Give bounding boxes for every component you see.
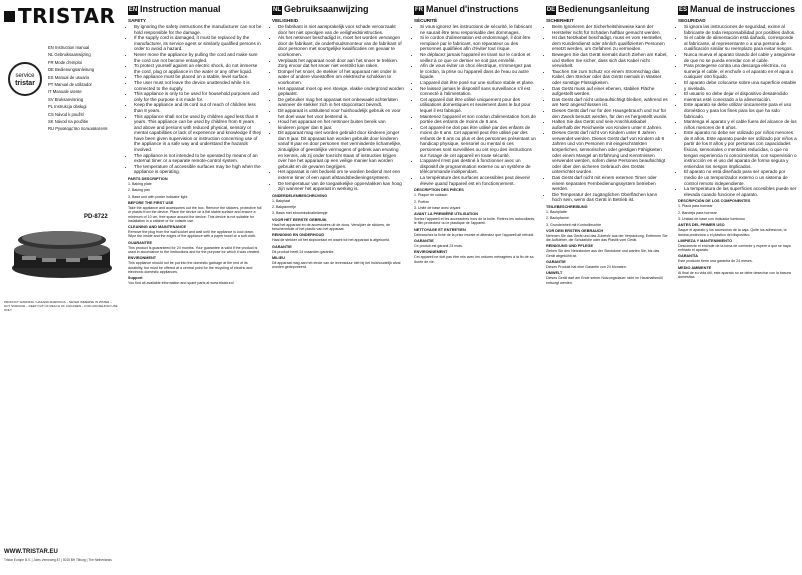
safety-item: • De temperatuur van de toegankelijke oppervlakken kan hoog zijn wanneer het apparaat in werking is. [278, 181, 404, 192]
safety-item: • Das Gerät darf nicht mit einem externen Timer oder einem separaten Fernbedienungssystem betrieben werden. [552, 175, 668, 192]
safety-item: • Cet appareil ne doit pas être utilisé par des enfants de moins de 8 ans. Cet appareil peut être utilisé par des enfants de 8 ans ou plus et des personnes présentant un handicap physique, sensoriel ou mental si ces personnes sont surveillées ou ont reçu des instructions sur l'usage de cet appareil en toute sécurité. [420, 125, 536, 159]
guarantee-text: Dieses Produkt hat eine Garantie von 24 Monaten. [546, 265, 627, 270]
guarantee-text: Ce produit est garanti 24 mois. [414, 244, 463, 248]
lang-code-es: ES [678, 7, 687, 13]
lang-code-en: EN [128, 7, 138, 13]
environment-text: This appliance should not be put into the domestic garbage at the end of its durability, but must be offered at a central point for the recycling of electric and electronic domestic appliances. [128, 261, 253, 274]
safety-item: • La température des surfaces accessibles peut devenir élevée quand l'appareil est en fonctionnement. [420, 175, 536, 186]
safety-item: • Si ignora las instrucciones de seguridad, exime al fabricante de toda responsabilidad por posibles daños. [684, 24, 798, 35]
language-list [48, 44, 107, 133]
safety-item: • Maintenez l'appareil et son cordon d'alimentation hors de portée des enfants de moins de 8 ans. [420, 114, 536, 125]
hazard-notice: PRODUCT WARNING / HAZARD MARKINGS – NEVER IMMERSE IN WATER – HOT SURFACE – KEEP OUT OF REACH OF CHILDREN – FOR HOUSEHOLD USE ONLY [4, 300, 118, 312]
safety-item: • Ist das Netzkabel beschädigt, muss es vom Hersteller, dem Kundendienst oder ähnlich qualifizierten Personen ersetzt werden, um Gefahren zu vermeiden. [552, 35, 668, 52]
english-parts [128, 182, 262, 199]
environment-heading: MILIEU [272, 255, 285, 260]
parts-heading: PARTS DESCRIPTION [128, 177, 168, 182]
guarantee-text: This product is guaranteed for 24 months. Your guarantee is valid if the product is used in accordance to the instructions and for the purpose for which it was created. [128, 245, 261, 254]
use-heading: ANTES DEL PRIMER USO [678, 223, 725, 228]
safety-item: • Dieses Gerät darf nur für den Hausgebrauch und nur für den Zweck benutzt werden, für den es hergestellt wurde. [552, 108, 668, 119]
dutch-heading [272, 4, 404, 15]
safety-item: • El usuario no debe dejar el dispositivo desatendido mientras esté conectado a la alimentación. [684, 91, 798, 102]
german-title: Bedienungsanleitung [558, 4, 650, 14]
safety-item: • Nunca mueva el aparato tirando del cable y asegúrese de que no se pueda enredar con el cable. [684, 52, 798, 63]
language-item: ES Manual de usuario [48, 74, 90, 80]
safety-item: • Das Gerät darf nicht unbeaufsichtigt bleiben, während es am Netz angeschlossen ist. [552, 97, 668, 108]
cleaning-heading: NETTOYAGE ET ENTRETIEN [414, 227, 466, 232]
environment-heading: MEDIO AMBIENTE [678, 265, 712, 270]
environment-text: Cet appareil ne doit pas être mis avec les ordures ménagères à la fin de sa durée de vie. [414, 255, 534, 264]
language-item: PT Manual de utilizador [48, 82, 92, 88]
safety-item: • Ne déplacez jamais l'appareil en tirant sur le cordon et veillez à ce que ce dernier ne soit pas emmêlé. [420, 52, 536, 63]
part-item: 1. Bakplaat [272, 198, 290, 203]
safety-item: • Die Temperatur der zugänglichen Oberflächen kann hoch sein, wenn das Gerät in Betrieb ist. [552, 192, 668, 203]
safety-item: • Si el cable de alimentación está dañado, corresponde al fabricante, al representante o a una persona de cualificación similar su reemplazo para evitar riesgos. [684, 35, 798, 52]
part-item: 2. Poêlon [414, 199, 430, 204]
safety-item: • Halten Sie das Gerät und sein Anschlusskabel außerhalb der Reichweite von Kindern unter 8 Jahren. [552, 119, 668, 130]
part-item: 2. Baking pan [128, 188, 150, 193]
parts-heading: DESCRIPCIÓN DE LOS COMPONENTES [678, 199, 751, 204]
safety-item: • Bewegen Sie das Gerät niemals durch Ziehen am Kabel, und stellen Sie sicher, dass sich das Kabel nicht verwickelt. [552, 52, 668, 69]
french-heading [414, 4, 536, 15]
safety-item: • Verplaats het apparaat nooit door aan het snoer te trekken. Zorg ervoor dat het snoer niet verstrikt kan raken. [278, 58, 404, 69]
safety-item: • El aparato debe colocarse sobre una superficie estable y nivelada. [684, 80, 798, 91]
safety-item: • This appliance is only to be used for household purposes and only for the purpose it is made for. [134, 91, 262, 102]
lang-code-fr: FR [415, 7, 423, 13]
spanish-section [674, 0, 802, 575]
use-text: Sortez l'appareil et les accessoires hors de la boîte. Retirez les autocollants, le film protecteur ou le plastique de l'appareil. [414, 217, 536, 226]
safety-item: • Mantenga el aparato y el cable fuera del alcance de los niños menores de 8 años. [684, 119, 798, 130]
safety-item: • De gebruiker mag het apparaat niet onbewaakt achterlaten wanneer de stekker zich in het stopcontact bevindt. [278, 97, 404, 108]
safety-item: • La temperatura de las superficies accesibles puede ser elevada cuando funcione el aparato. [684, 186, 798, 197]
safety-item: • Si le cordon d'alimentation est endommagé, il doit être remplacé par le fabricant, son réparateur ou des personnes qualifiées afin d'éviter tout risque. [420, 35, 536, 52]
part-item: 1. Backplatte [546, 210, 567, 214]
environment-text: Al final de su vida útil, este aparato no se debe desechar con la basura doméstica. [678, 270, 791, 280]
use-heading: VOR DEM ERSTEN GEBRAUCH [546, 228, 604, 233]
safety-item: • This appliance shall not be used by children aged less than 8 years. This appliance can be used by children from 8 years and above and persons with reduced physical, sensory or mental capabilities or lack of experience and knowledge if they have been given supervision or instruction concerning use of the appliance in a safe way and understand the hazards involved. [134, 114, 262, 153]
parts-heading: TEILEBESCHREIBUNG [546, 205, 588, 209]
safety-item: • Tauchen Sie zum Schutz vor einem Stromschlag das Kabel, den Stecker oder das Gerät niemals in Wasser oder sonstige Flüssigkeiten. [552, 69, 668, 86]
service-badge [8, 62, 42, 96]
part-item: 2. Bakpannetje [272, 205, 296, 210]
german-heading [546, 4, 668, 15]
part-item: 2. Bandeja para hornear [678, 210, 717, 215]
language-item: CS Návod k použití [48, 111, 84, 117]
guarantee-heading: GARANTIE [272, 244, 292, 249]
english-heading [128, 4, 262, 15]
language-item: SV Bruksanvisning [48, 96, 84, 102]
language-item: EN Instruction manual [48, 45, 90, 50]
raclette-grill-image [8, 220, 116, 282]
part-item: 1. Baking plate [128, 182, 152, 187]
english-section [124, 0, 266, 575]
english-title: Instruction manual [140, 4, 221, 14]
safety-item: • Als het netsnoer beschadigd is, moet het worden vervangen door de fabrikant, de onderhoudsmonteur van de fabrikant of door personen met soortgelijke kwalificaties om gevaar te voorkomen. [278, 35, 404, 57]
spanish-parts [678, 204, 798, 221]
guarantee-text: Dit product heeft 24 maanden garantie. [272, 249, 335, 254]
safety-item: • De fabrikant is niet aansprakelijk voor schade veroorzaakt door het niet opvolgen van de veiligheidsinstructies. [278, 24, 404, 35]
safety-item: • To protect yourself against an electric shock, do not immerse the cord, plug or appliance in the water or any other liquid. [134, 63, 262, 74]
safety-heading: SAFETY [128, 18, 147, 23]
safety-heading: SÉCURITÉ [414, 18, 438, 23]
brand-name: TRISTAR [18, 4, 116, 28]
part-item: 1. Plaque de cuisson [414, 193, 448, 198]
english-details [128, 177, 262, 285]
safety-item: • Beim Ignorieren der Sicherheitshinweise kann der Hersteller nicht für Schäden haftbar gemacht werden. [552, 24, 668, 35]
cleaning-text: Desconecte el enchufe de la toma de corriente y espere a que se haya enfriado el aparato. [678, 243, 791, 253]
guarantee-heading: GUARANTEE [128, 240, 153, 245]
safety-item: • L'appareil doit être posé sur une surface stable et plane. [420, 80, 536, 86]
guarantee-text: Este producto tiene una garantía de 24 meses. [678, 259, 753, 264]
service-label: service [15, 73, 35, 79]
safety-item: • Este aparato se debe utilizar únicamente para el uso doméstico y para los fines para los que ha sido fabricado. [684, 102, 798, 119]
safety-heading: SICHERHEIT [546, 18, 574, 23]
part-item: 3. Grundeinheit mit Kontrollleuchte [546, 222, 602, 227]
cleaning-heading: LIMPIEZA Y MANTENIMIENTO [678, 238, 733, 243]
safety-item: • Para protegerse contra una descarga eléctrica, no sumerja el cable, el enchufe o el aparato en el agua o cualquier otro líquido. [684, 63, 798, 80]
safety-item: • Houd het apparaat en het netsnoer buiten bereik van kinderen jonger dan 8 jaar. [278, 119, 404, 130]
environment-heading: ENVIRONMENT [128, 256, 157, 261]
safety-item: • Das Gerät muss auf einer ebenen, stabilen Fläche aufgestellt werden. [552, 86, 668, 97]
guarantee-heading: GARANTÍA [678, 254, 699, 259]
cleaning-heading: REINIGUNG UND PFLEGE [546, 244, 594, 249]
french-safety-list [414, 24, 536, 186]
safety-item: • Si vous ignorez les instructions de sécurité, le fabricant ne saurait être tenu responsable des dommages. [420, 24, 536, 35]
use-heading: AVANT LA PREMIÈRE UTILISATION [414, 212, 478, 217]
website-text: WWW.TRISTAR.EU [4, 549, 58, 555]
use-heading: VOOR HET EERSTE GEBRUIK [272, 217, 327, 222]
part-item: 2. Backpfanne [546, 216, 569, 221]
cleaning-text: Ziehen Sie den Netzstecker aus der Steckdose und warten Sie, bis das Gerät abgekühlt ist. [546, 249, 660, 258]
brand-logo [4, 4, 118, 28]
safety-item: • The temperature of accessible surfaces may be high when the appliance is operating. [134, 164, 262, 175]
environment-heading: UMWELT [546, 271, 563, 276]
use-heading: BEFORE THE FIRST USE [128, 200, 174, 205]
cleaning-text: Débranchez la fiche de la prise murale et attendez que l'appareil ait refroidi. [414, 232, 535, 237]
use-text: Saque el aparato y los accesorios de la caja. Quite los adhesivos, la lámina protectora o el plástico del dispositivo. [678, 228, 787, 237]
use-text: Nehmen Sie das Gerät und das Zubehör aus der Verpackung. Entfernen Sie die Aufkleber, die Schutzfolie oder das Plastik vom Gerät. [546, 233, 668, 243]
support-heading: Support [128, 276, 143, 281]
safety-item: • Never move the appliance by pulling the cord and make sure the cord can not become entangled. [134, 52, 262, 63]
cleaning-heading: CLEANING AND MAINTENANCE [128, 225, 187, 230]
guarantee-heading: GARANTIE [414, 239, 434, 243]
safety-item: • Ne laissez jamais le dispositif sans surveillance s'il est connecté à l'alimentation. [420, 86, 536, 97]
part-item: 3. Unidad de base con indicador luminoso [678, 217, 745, 221]
safety-item: • Het apparaat is niet bedoeld om te worden bediend met een externe timer of een apart afstandsbedieningssysteem. [278, 169, 404, 180]
part-item: 3. Base unit with power indicator light [128, 194, 188, 199]
environment-text: Dieses Gerät darf am Ende seiner Nutzungsdauer nicht im Haushaltsmüll entsorgt werden. [546, 276, 663, 285]
safety-item: • Afin de vous éviter un choc électrique, n'immergez pas le cordon, la prise ou l'appareil dans de l'eau ou autre liquide. [420, 63, 536, 80]
part-item: 3. Basis met stroomindicatielampje [272, 211, 328, 216]
environment-text: Dit apparaat mag aan het einde van de levensduur niet bij het huishoudelijk afval worden gedeponeerd. [272, 260, 401, 270]
support-text: You find all available information and spare parts at www.tristar.eu! [128, 281, 234, 286]
language-item: IT Manuale utente [48, 89, 82, 95]
spanish-safety-list [678, 24, 798, 197]
language-item: DE Bedienungsanleitung [48, 67, 95, 73]
part-item: 1. Placa para hornear [678, 204, 713, 209]
language-item: PL Instrukcja obsługi [48, 104, 87, 110]
english-safety-list [128, 24, 262, 175]
safety-item: • Cet appareil doit être utilisé uniquement pour des utilisations domestiques et seulement dans le but pour lequel il est fabriqué. [420, 97, 536, 114]
spanish-heading [678, 4, 798, 15]
safety-item: • The appliance must be placed on a stable, level surface. [134, 74, 262, 80]
safety-item: • Dompel het snoer, de stekker of het apparaat niet onder in water of andere vloeistoffen om elektrische schokken te voorkomen. [278, 69, 404, 86]
german-details [546, 205, 668, 285]
use-text: Haal het apparaat en de accessoires uit de doos. Verwijder de stickers, de beschermfolie of het plastic van het apparaat. [272, 222, 391, 231]
cleaning-text: Haal de stekker uit het stopcontact en wacht tot het apparaat is afgekoeld. [272, 238, 390, 243]
service-brand: tristar [15, 80, 35, 87]
dutch-section [268, 0, 408, 575]
dutch-title: Gebruiksaanwijzing [284, 4, 369, 14]
dutch-details [272, 194, 404, 270]
french-details [414, 188, 536, 264]
french-section [410, 0, 540, 575]
french-parts [414, 193, 536, 210]
logo-square-icon [4, 11, 15, 22]
spanish-title: Manual de instrucciones [690, 4, 796, 14]
lang-code-de: DE [546, 7, 556, 13]
safety-item: • The user must not leave the device unattended while it is connected to the supply. [134, 80, 262, 91]
part-item: 3. Unité de base avec voyant [414, 205, 461, 210]
spanish-details [678, 199, 798, 279]
german-section [542, 0, 672, 575]
french-title: Manuel d'instructions [426, 4, 519, 14]
safety-item: • L'appareil n'est pas destiné à fonctionner avec un dispositif de programmation externe ou un système de télécommande indépendant. [420, 158, 536, 175]
safety-item: • Keep the appliance and its cord out of reach of children less than 8 years. [134, 102, 262, 113]
safety-item: • El aparato no está diseñado para ser operado por medio de un temporizador externo o un sistema de control remoto independiente. [684, 169, 798, 186]
guarantee-heading: GARANTIE [546, 260, 566, 265]
safety-item: • The appliance is not intended to be operated by means of an external timer or a separate remote-control system. [134, 153, 262, 164]
use-text: Take the appliance and accessories out the box. Remove the stickers, protective foil or plastic from the device. Place the device on a flat stable surface and ensure a minimum of 10 cm. free space around the device. This device is not suitable for installation in a cabinet or for outside use. [128, 205, 262, 223]
environment-heading: ENVIRONNEMENT [414, 250, 448, 255]
language-item: RU Руководство пользователя [48, 126, 108, 132]
safety-item: • Dit apparaat is uitsluitend voor huishoudelijk gebruik en voor het doel waar het voor bestemd is. [278, 108, 404, 119]
safety-item: • Este aparato no debe ser utilizado por niños menores de 8 años. Este aparato puede ser utilizado por niños a partir de los 8 años y por personas con capacidades físicas, sensoriales o mentales reducidas, o que no tengan experiencia ni conocimientos, con supervisión o instrucción en el uso del aparato de forma segura y entiendan los riesgos implicados. [684, 130, 798, 169]
safety-item: • If the supply cord is damaged, it must be replaced by the manufacturer, its service agent or similarly qualified persons in order to avoid a hazard. [134, 35, 262, 52]
language-item: SK Návod na použitie [48, 119, 89, 125]
cleaning-text: Remove the plug from the wall socket and wait until the appliance is cool down. Wipe the inside and the edges of the appliance with a paper towel or a soft cloth. [128, 230, 257, 239]
safety-item: • Dit apparaat mag niet worden gebruikt door kinderen jonger dan 8 jaar. Dit apparaat kan worden gebruikt door kinderen vanaf 8 jaar en door personen met verminderde lichamelijke, zintuiglijke of geestelijke vermogens of gebrek aan ervaring en kennis, als zij onder toezicht staan of instructies krijgen over hoe het apparaat op een veilige manier kan worden gebruikt en de gevaren begrijpen. [278, 130, 404, 169]
cleaning-heading: REINIGING EN ONDERHOUD [272, 233, 325, 238]
safety-item: • By ignoring the safety instructions the manufacturer can not be hold responsible for the damage. [134, 24, 262, 35]
safety-item: • Het apparaat moet op een stevige, vlakke ondergrond worden geplaatst. [278, 86, 404, 97]
dutch-safety-list [272, 24, 404, 192]
safety-heading: SEGURIDAD [678, 18, 706, 23]
language-item: FR Mode d'emploi [48, 59, 82, 65]
parts-heading: ONDERDELENBESCHRIJVING [272, 193, 328, 198]
german-safety-list [546, 24, 668, 203]
lang-code-nl: NL [273, 7, 281, 13]
footer-address: Tristar Europe B.V. | Jules Verneweg 87 | 5015 BH Tilburg | The Netherlands [4, 558, 112, 562]
parts-heading: DESCRIPTION DES PIÈCES [414, 188, 464, 193]
language-item: NL Gebruiksaanwijzing [48, 52, 91, 58]
german-parts [546, 210, 668, 227]
model-number: PD-8722 [84, 214, 108, 220]
safety-item: • Dieses Gerät darf nicht von Kindern unter 8 Jahren verwendet werden. Dieses Gerät darf von Kindern ab 8 Jahren und von Personen mit eingeschränkten körperlichen, sensorischen oder geistigen Fähigkeiten oder einem Mangel an Erfahrung und Kenntnissen verwendet werden, sofern diese Personen beaufsichtigt oder über den sicheren Gebrauch des Geräts unterrichtet wurden. [552, 130, 668, 175]
safety-heading: VEILIGHEID [272, 18, 299, 23]
dutch-parts [272, 199, 404, 216]
cover-column [0, 0, 122, 575]
